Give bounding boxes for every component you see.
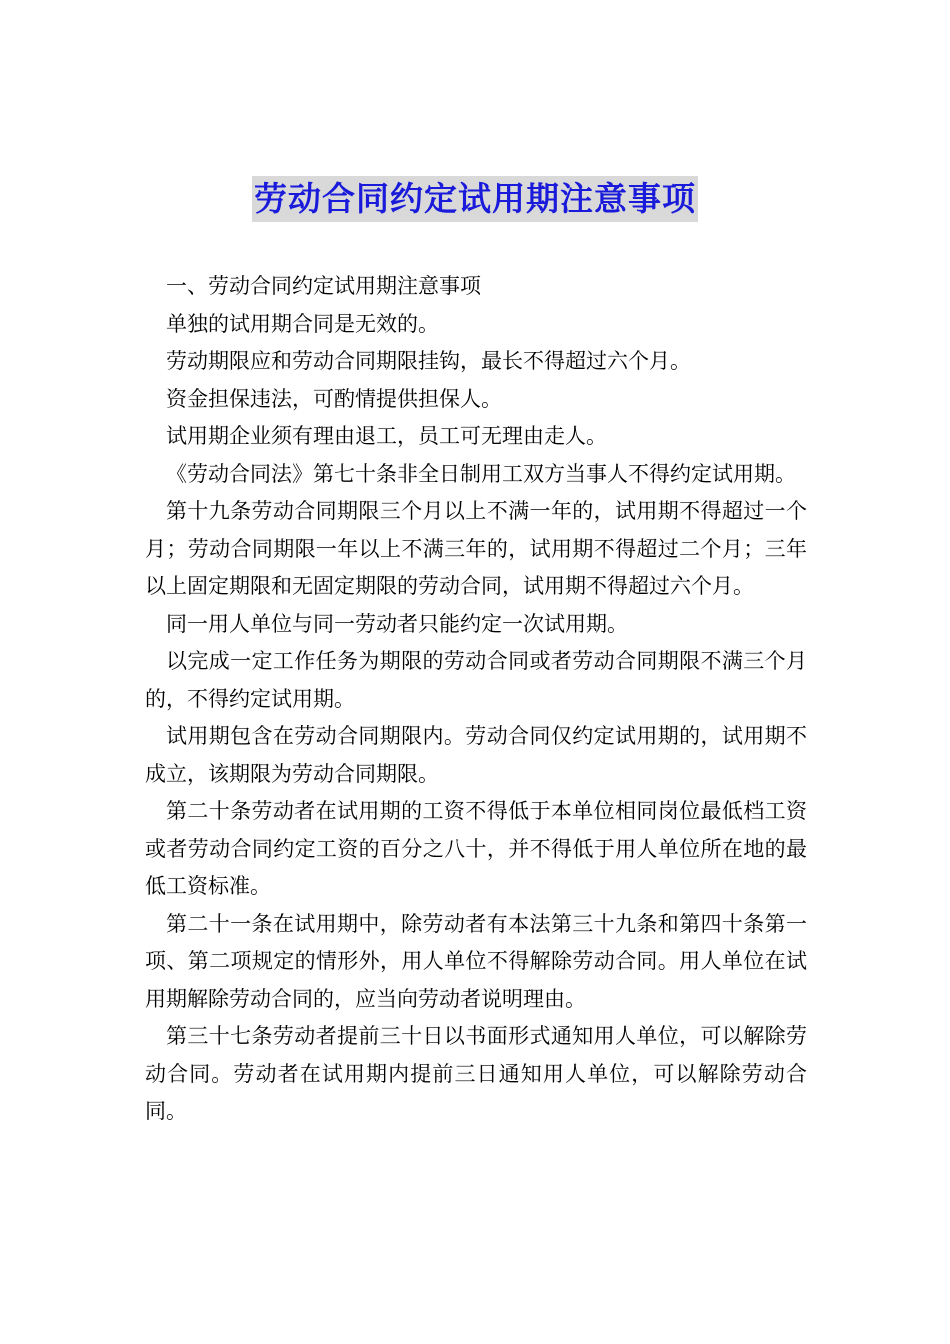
document-body — [145, 268, 807, 1131]
paragraph: 第三十七条劳动者提前三十日以书面形式通知用人单位，可以解除劳动合同。劳动者在试用期内提前三日通知用人单位，可以解除劳动合同。 — [145, 1024, 807, 1123]
document-title: 劳动合同约定试用期注意事项 — [252, 176, 698, 222]
paragraph: 资金担保违法，可酌情提供担保人。 — [166, 386, 502, 411]
paragraph: 单独的试用期合同是无效的。 — [166, 311, 439, 336]
paragraph: 第二十条劳动者在试用期的工资不得低于本单位相同岗位最低档工资或者劳动合同约定工资的百分之八十，并不得低于用人单位所在地的最低工资标准。 — [145, 799, 807, 898]
paragraph: 试用期包含在劳动合同期限内。劳动合同仅约定试用期的，试用期不成立，该期限为劳动合同期限。 — [145, 724, 807, 786]
paragraph: 第二十一条在试用期中，除劳动者有本法第三十九条和第四十条第一项、第二项规定的情形外，用人单位不得解除劳动合同。用人单位在试用期解除劳动合同的，应当向劳动者说明理由。 — [145, 911, 807, 1011]
paragraph: 《劳动合同法》第七十条非全日制用工双方当事人不得约定试用期。 — [166, 461, 796, 486]
paragraph: 试用期企业须有理由退工，员工可无理由走人。 — [166, 424, 607, 448]
paragraph: 以完成一定工作任务为期限的劳动合同或者劳动合同期限不满三个月的，不得约定试用期。 — [145, 649, 807, 711]
title-container — [0, 176, 950, 222]
paragraph: 同一用人单位与同一劳动者只能约定一次试用期。 — [166, 611, 628, 636]
paragraph: 第十九条劳动合同期限三个月以上不满一年的，试用期不得超过一个月；劳动合同期限一年以上不满三年的，试用期不得超过二个月；三年以上固定期限和无固定期限的劳动合同，试用期不得超过六个月。 — [145, 499, 807, 598]
paragraph: 劳动期限应和劳动合同期限挂钩，最长不得超过六个月。 — [166, 349, 691, 373]
paragraph-heading: 一、劳动合同约定试用期注意事项 — [166, 274, 481, 298]
